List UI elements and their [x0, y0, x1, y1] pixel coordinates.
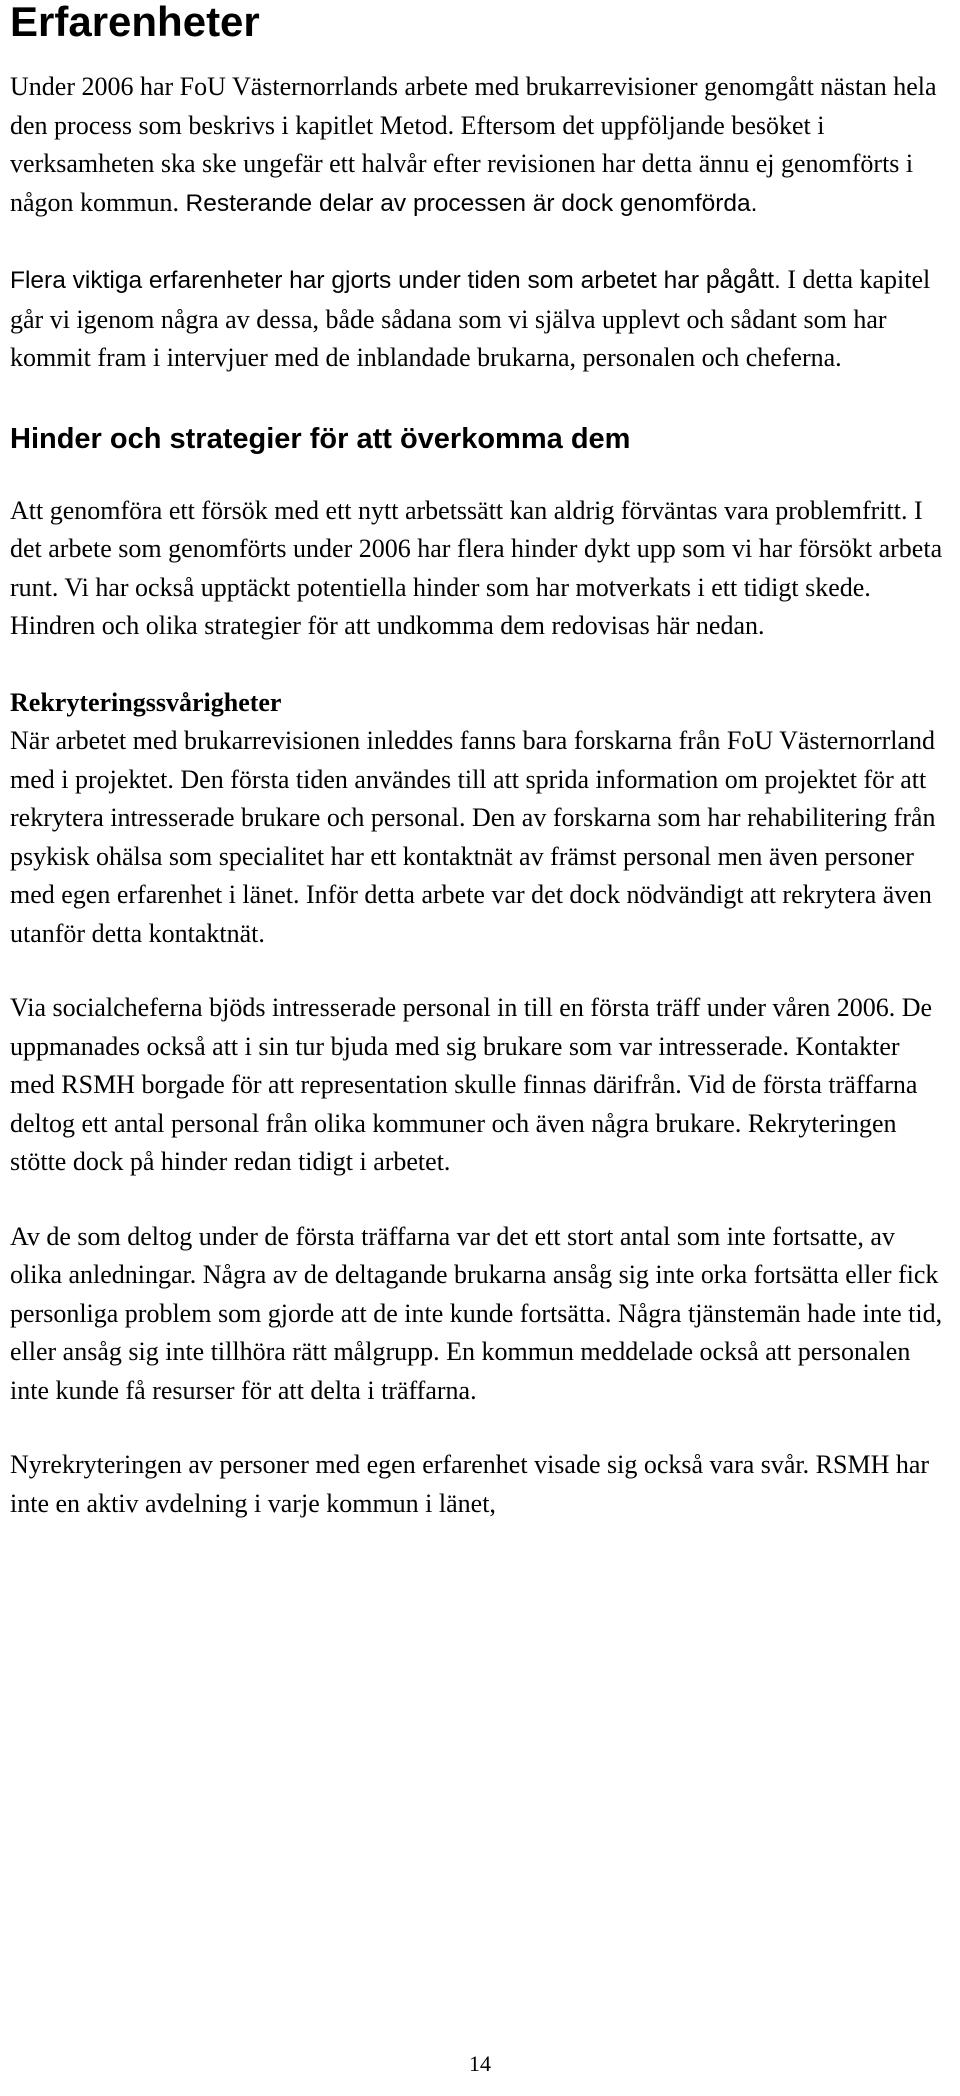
- page-number: 14: [469, 2051, 491, 2076]
- experience-serif-text: I detta kapitel går vi igenom några av dessa, både sådana som vi själva upplevt och sådant som har kommit fram i intervjuer med de inblandade brukarna, personalen och cheferna.: [10, 265, 931, 372]
- intro-sans-text: Resterande delar av processen är dock genomförda.: [185, 189, 758, 217]
- body-paragraph: Av de som deltog under de första träffarna var det ett stort antal som inte fortsatte, av olika anledningar. Några av de deltagande brukarna ansåg sig inte orka fortsätta eller fick personliga problem som gjorde att de inte kunde fortsätta. Några tjänstemän hade inte tid, eller ansåg sig inte tillhöra rätt målgrupp. En kommun meddelade också att personalen inte kunde få resurser för att delta i träffarna.: [10, 1221, 943, 1405]
- subheading: Rekryteringssvårigheter: [10, 687, 282, 717]
- intro-paragraph: [10, 68, 950, 223]
- section-intro-paragraph: Att genomföra ett försök med ett nytt arbetssätt kan aldrig förväntas vara problemfritt. I det arbete som genomförts under 2006 har flera hinder dykt upp som vi har försökt arbeta runt. Vi har också upptäckt potentiella hinder som har motverkats i ett tidigt skede. Hindren och olika strategier för att undkomma dem redovisas här nedan.: [10, 495, 943, 640]
- page-title: Erfarenheter: [10, 0, 260, 45]
- intro-serif-text: Under 2006 har FoU Västernorrlands arbete med brukarrevisioner genomgått nästan hela den process som beskrivs i kapitlet Metod. Eftersom det uppföljande besöket i verksamheten ska ske ungefär ett halvår efter revisionen har detta ännu ej genomförts i någon kommun.: [10, 72, 937, 217]
- document-page: [10, 0, 950, 1523]
- experience-paragraph: [10, 261, 950, 378]
- body-paragraph: Via socialcheferna bjöds intresserade personal in till en första träff under våren 2006. De uppmanades också att i sin tur bjuda med sig brukare som var intresserade. Kontakter med RSMH borgade för att representation skulle finnas därifrån. Vid de första träffarna deltog ett antal personal från olika kommuner och även några brukare. Rekryteringen stötte dock på hinder redan tidigt i arbetet.: [10, 993, 933, 1176]
- experience-sans-text: Flera viktiga erfarenheter har gjorts under tiden som arbetet har pågått.: [10, 267, 781, 294]
- body-paragraph: När arbetet med brukarrevisionen inleddes fanns bara forskarna från FoU Västernorrland med i projektet. Den första tiden användes till att sprida information om projektet för att rekrytera intresserade brukare och personal. Den av forskarna som har rehabilitering från psykisk ohälsa som specialitet har ett kontaktnät av främst personal men även personer med egen erfarenhet i länet. Inför detta arbete var det dock nödvändigt att rekrytera även utanför detta kontaktnät.: [10, 726, 936, 948]
- body-paragraph: Nyrekryteringen av personer med egen erfarenhet visade sig också vara svår. RSMH har inte en aktiv avdelning i varje kommun i länet,: [10, 1450, 930, 1518]
- section-heading: Hinder och strategier för att överkomma dem: [10, 422, 631, 455]
